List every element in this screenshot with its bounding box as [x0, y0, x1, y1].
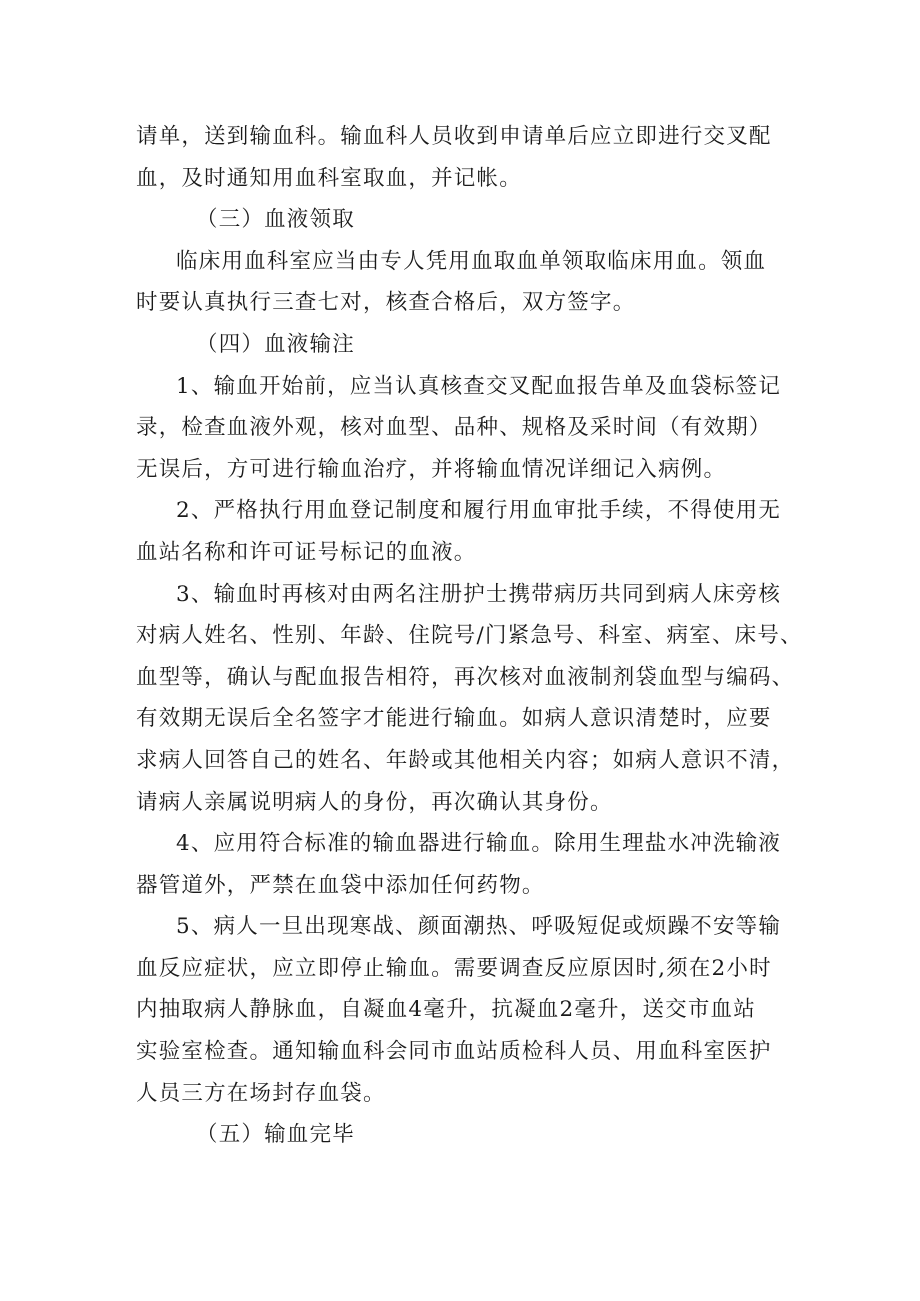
text-line: 求病人回答自己的姓名、年龄或其他相关内容；如病人意识不清， [136, 747, 795, 773]
text-line: 器管道外，严禁在血袋中添加任何药物。 [136, 872, 545, 898]
section-heading: （五）输血完毕 [196, 1122, 355, 1148]
text-line: 血反应症状，应立即停止输血。需要调查反应原因时,须在2小时 [136, 955, 772, 981]
document-page [136, 116, 803, 1156]
paragraph-start: 3、输血时再核对由两名注册护士携带病历共同到病人床旁核 [176, 581, 782, 607]
text-line: 对病人姓名、性别、年龄、住院号/门紧急号、科室、病室、床号、 [136, 623, 803, 649]
paragraph-start: 临床用血科室应当由专人凭用血取血单领取临床用血。领血 [176, 248, 767, 274]
paragraph-start: 5、病人一旦出现寒战、颜面潮热、呼吸短促或烦躁不安等输 [176, 914, 782, 940]
text-line: 内抽取病人静脉血，自凝血4毫升，抗凝血2毫升，送交市血站 [136, 997, 756, 1023]
paragraph-start: 1、输血开始前，应当认真核查交叉配血报告单及血袋标签记 [176, 373, 782, 399]
paragraph-start: 2、严格执行用血登记制度和履行用血审批手续，不得使用无 [176, 498, 782, 524]
section-heading: （三）血液领取 [196, 207, 355, 233]
text-line: 有效期无误后全名签字才能进行输血。如病人意识清楚时，应要 [136, 706, 772, 732]
text-line: 实验室检查。通知输血科会同市血站质检科人员、用血科室医护 [136, 1039, 772, 1065]
text-line: 请病人亲属说明病人的身份，再次确认其身份。 [136, 789, 613, 815]
paragraph-start: 4、应用符合标准的输血器进行输血。除用生理盐水冲洗输液 [176, 831, 782, 857]
text-line: 人员三方在场封存血袋。 [136, 1080, 386, 1106]
text-line: 录，检查血液外观，核对血型、品种、规格及采时间（有效期） [136, 415, 772, 441]
text-line: 血，及时通知用血科室取血，并记帐。 [136, 165, 522, 191]
text-line: 无误后，方可进行输血治疗，并将输血情况详细记入病例。 [136, 456, 727, 482]
text-line: 时要认真执行三查七对，核查合格后，双方签字。 [136, 290, 636, 316]
text-line: 血站名称和许可证号标记的血液。 [136, 539, 477, 565]
text-line: 血型等，确认与配血报告相符，再次核对血液制剂袋血型与编码、 [136, 664, 795, 690]
text-line: 请单，送到输血科。输血科人员收到申请单后应立即进行交叉配 [136, 124, 772, 149]
section-heading: （四）血液输注 [196, 331, 355, 357]
